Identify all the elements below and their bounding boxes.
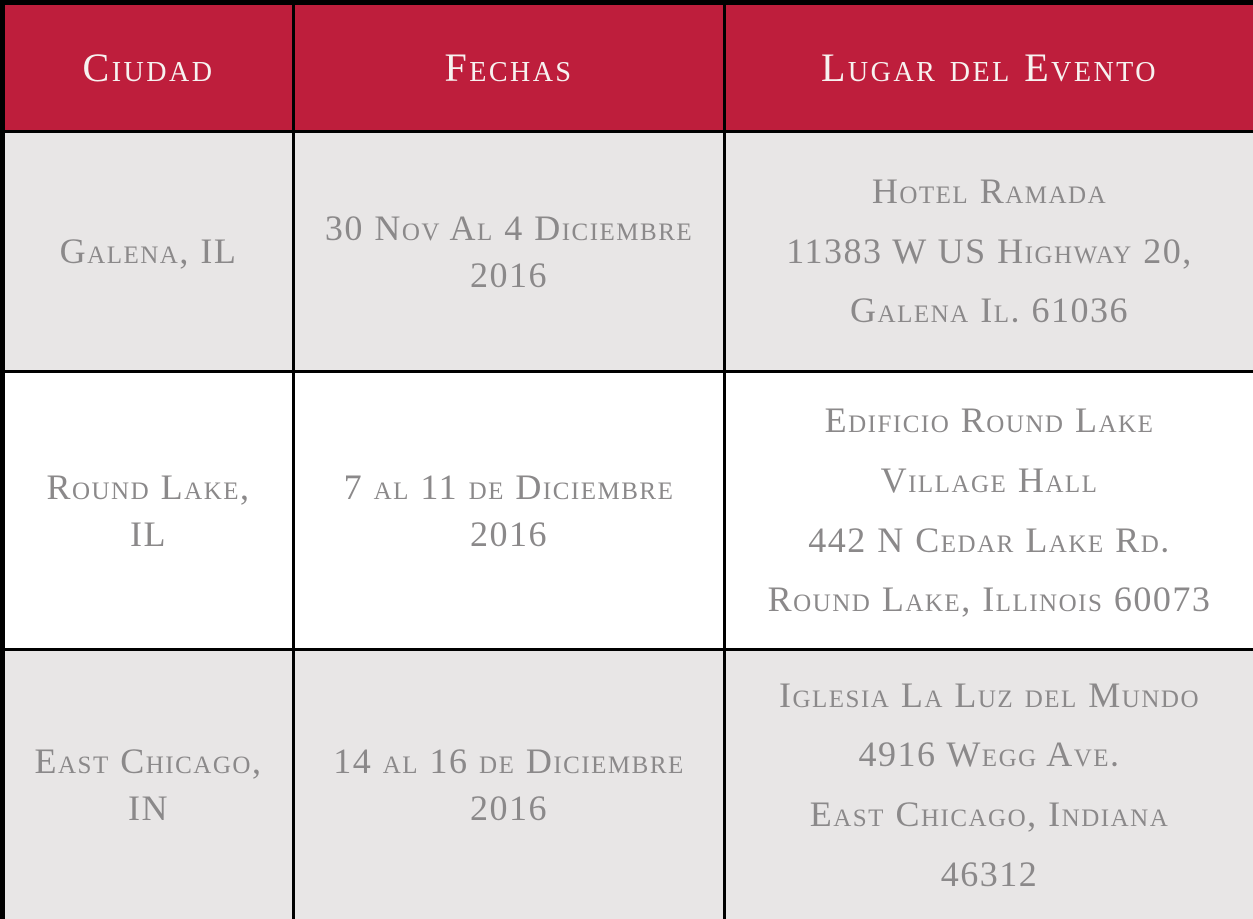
event-row-east-chicago bbox=[3, 650, 1253, 919]
dates-line: 14 al 16 de Diciembre bbox=[333, 741, 685, 782]
city-cell bbox=[3, 650, 294, 919]
venue-cell bbox=[725, 650, 1253, 919]
event-row-galena bbox=[3, 132, 1253, 372]
header-row bbox=[3, 3, 1253, 132]
dates-line: 2016 bbox=[470, 513, 548, 554]
city-line: Galena, IL bbox=[59, 231, 238, 272]
venue-line: 46312 bbox=[940, 853, 1039, 894]
venue-line: 11383 W US Highway 20, bbox=[786, 230, 1193, 271]
col-header-lugar-del-evento: Lugar del Evento bbox=[725, 3, 1253, 132]
venue-line: Village Hall bbox=[880, 459, 1099, 500]
event-row-round-lake bbox=[3, 372, 1253, 650]
venue-line: 4916 Wegg Ave. bbox=[858, 734, 1121, 775]
col-header-ciudad: Ciudad bbox=[3, 3, 294, 132]
venue-line: Iglesia La Luz del Mundo bbox=[778, 674, 1201, 715]
venue-line: Round Lake, Illinois 60073 bbox=[767, 579, 1212, 620]
venue-line: 442 N Cedar Lake Rd. bbox=[808, 519, 1171, 560]
city-cell bbox=[3, 372, 294, 650]
venue-line: East Chicago, Indiana bbox=[809, 794, 1170, 834]
venue-line: Hotel Ramada bbox=[871, 170, 1108, 211]
dates-line: 2016 bbox=[470, 254, 548, 295]
dates-line: 2016 bbox=[470, 788, 548, 828]
venue-line: Galena Il. 61036 bbox=[850, 290, 1129, 331]
city-line: Round Lake, bbox=[46, 466, 251, 507]
city-cell bbox=[3, 132, 294, 372]
dates-cell bbox=[294, 650, 725, 919]
venue-cell bbox=[725, 372, 1253, 650]
dates-cell bbox=[294, 372, 725, 650]
city-line: IN bbox=[128, 788, 169, 828]
city-line: IL bbox=[130, 513, 167, 554]
dates-line: 7 al 11 de Diciembre bbox=[343, 466, 675, 507]
venue-cell bbox=[725, 132, 1253, 372]
col-header-fechas: Fechas bbox=[294, 3, 725, 132]
dates-line: 30 Nov Al 4 Diciembre bbox=[324, 207, 694, 248]
venue-line: Edificio Round Lake bbox=[824, 400, 1155, 440]
dates-cell bbox=[294, 132, 725, 372]
city-line: East Chicago, bbox=[34, 741, 263, 782]
